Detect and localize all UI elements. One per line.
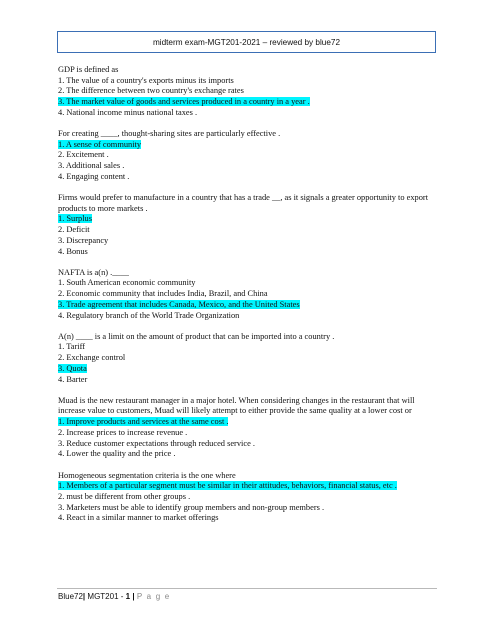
answer-option: 2. must be different from other groups .: [58, 491, 191, 501]
question-prompt: Firms would prefer to manufacture in a country that has a trade __, as it signals a greater opportunity to export products to more markets .: [58, 193, 429, 213]
question-block: [58, 129, 443, 183]
question-block: [58, 471, 443, 525]
answer-option-correct: 1. Members of a particular segment must be similar in their attitudes, behaviors, financial status, etc .: [58, 481, 397, 491]
question-block: [58, 332, 443, 386]
question-prompt: NAFTA is a(n) .____: [58, 267, 129, 277]
question-block: [58, 193, 443, 257]
answer-option-correct: 1. A sense of community: [58, 139, 142, 149]
answer-option: 4. Barter: [58, 374, 88, 384]
answer-option: 1. The value of a country's exports minus its imports: [58, 75, 234, 85]
footer-page-number: 1: [125, 592, 131, 601]
answer-option: 4. Engaging content .: [58, 171, 130, 181]
answer-option-correct: 3. The market value of goods and services produced in a country in a year .: [58, 97, 310, 107]
answer-option: 1. South American economic community: [58, 278, 196, 288]
answer-option: 4. National income minus national taxes .: [58, 107, 198, 117]
answer-option: 2. The difference between two country's exchange rates: [58, 86, 244, 96]
question-prompt: A(n) ____ is a limit on the amount of product that can be imported into a country .: [58, 331, 335, 341]
header-title: midterm exam-MGT201-2021 – reviewed by blue72: [152, 37, 341, 47]
answer-option: 4. React in a similar manner to market offerings: [58, 513, 219, 523]
answer-option: 3. Additional sales .: [58, 161, 125, 171]
answer-option-correct: 1. Improve products and services at the same cost .: [58, 417, 229, 427]
answer-option-correct: 1. Surplus: [58, 214, 92, 224]
answer-option: 2. Exchange control: [58, 353, 126, 363]
question-block: [58, 65, 443, 119]
question-prompt: Muad is the new restaurant manager in a major hotel. When considering changes in the restaurant that will increase value to customers, Muad will likely attempt to either provide the same quality at a lower cost or: [58, 395, 415, 416]
answer-option: 3. Marketers must be able to identify group members and non-group members .: [58, 502, 325, 512]
question-block: [58, 396, 443, 460]
answer-option-correct: 3. Quota: [58, 363, 87, 373]
question-list: [58, 65, 443, 535]
question-prompt: GDP is defined as: [58, 65, 119, 74]
question-block: [58, 268, 443, 322]
footer-page-label: P a g e: [136, 592, 171, 601]
question-prompt: For creating ____, thought-sharing sites are particularly effective .: [58, 129, 281, 139]
footer-author: Blue72: [58, 592, 83, 601]
answer-option: 3. Reduce customer expectations through reduced service .: [58, 438, 255, 448]
answer-option: 2. Excitement .: [58, 150, 109, 160]
answer-option: 3. Discrepancy: [58, 235, 109, 245]
question-prompt: Homogeneous segmentation criteria is the one where: [58, 470, 236, 480]
answer-option: 2. Increase prices to increase revenue .: [58, 427, 188, 437]
answer-option: 4. Bonus: [58, 246, 88, 256]
answer-option: 1. Tariff: [58, 342, 86, 352]
answer-option: 2. Deficit: [58, 225, 90, 235]
answer-option: 4. Lower the quality and the price .: [58, 449, 176, 459]
answer-option-correct: 3. Trade agreement that includes Canada, Mexico, and the United States: [58, 299, 300, 309]
answer-option: 4. Regulatory branch of the World Trade Organization: [58, 310, 240, 320]
page-footer: Blue72| MGT201 - 1 | P a g e: [58, 592, 171, 601]
answer-option: 2. Economic community that includes India, Brazil, and China: [58, 289, 268, 299]
footer-divider: [57, 588, 437, 589]
header-title-box: [57, 31, 436, 53]
footer-course: MGT201: [87, 592, 119, 601]
